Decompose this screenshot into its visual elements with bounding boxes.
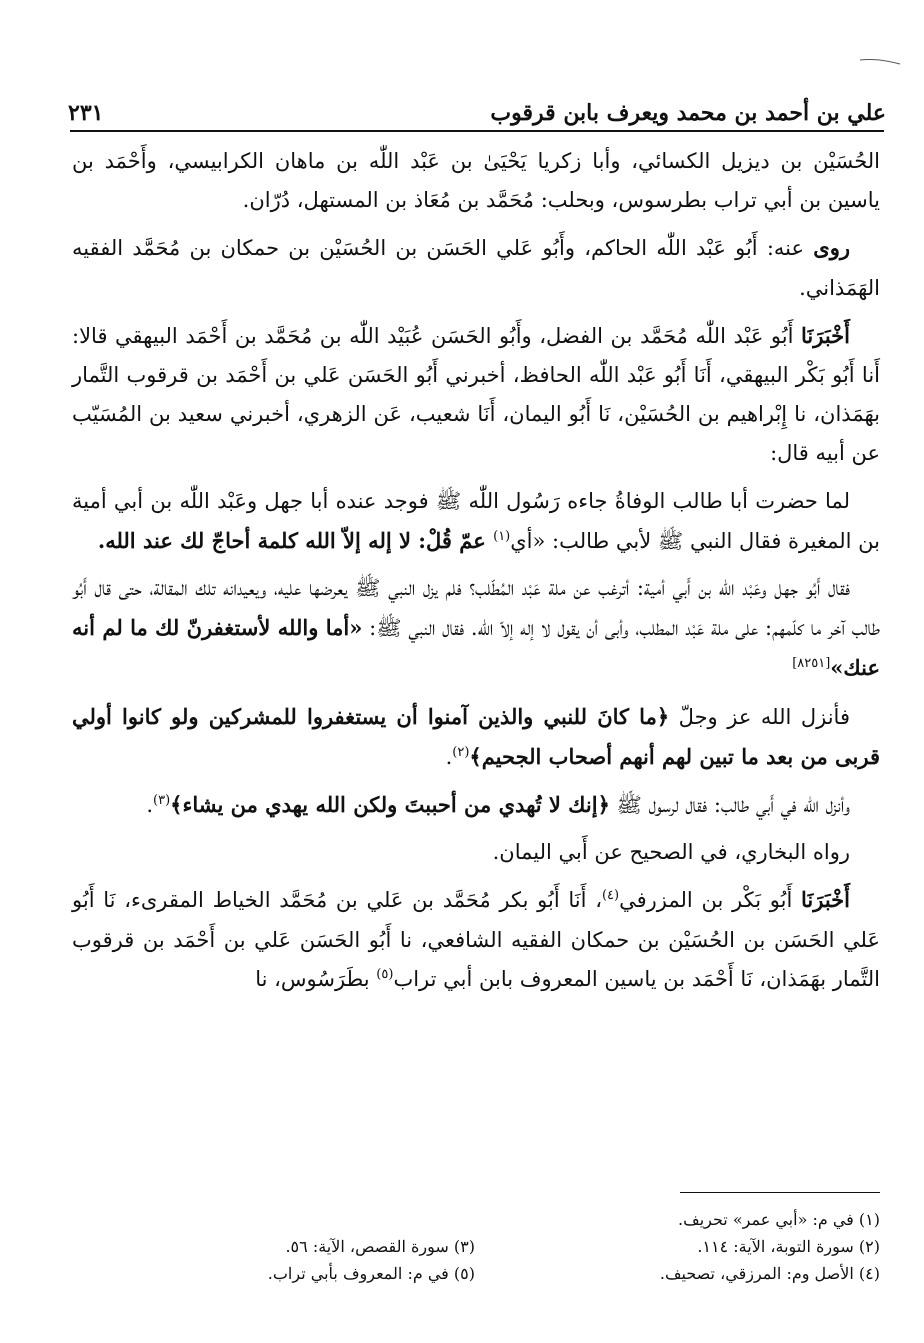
text-run: بطَرَسُوس، نا [255,966,377,991]
footnote-row [70,1260,880,1287]
running-title: علي بن أحمد بن محمد ويعرف بابن قرقوب [490,100,886,126]
text-run: فأنزل الله عز وجلّ [669,704,850,729]
page-header [68,86,886,126]
paragraph [72,142,880,220]
scan-artifact-mark [858,56,902,66]
bold-text: «أما والله لأستغفرنّ لك ما لم أنه عنك» [72,615,880,681]
text-run: وأنزل الله في أَبي طالب: فقال لرسول ﷺ [609,793,850,818]
paragraph [72,228,880,307]
header-rule [70,130,884,132]
body-text [72,142,880,1007]
page-number: ٢٣١ [68,100,104,126]
paragraph [72,482,880,561]
footnote-rule [680,1192,880,1193]
text-run: أَبُو بَكْر بن المزرفي [619,888,802,913]
footnote-1: (١) في م: «أبي عمر» تحريف. [678,1210,880,1229]
bold-text: ﴿إنك لا تُهدي من أحببتَ ولكن الله يهدي من يشاء﴾ [170,792,610,818]
text-run: أَبُو عَبْد اللّٰه مُحَمَّد بن الفضل، وأَبُو الحَسَن عُبَيْد اللّٰه بن مُحَمَّد بن أَحْمَد البيهقي قالا: أَنا أَبُو بَكْر البيهقي، أَنَا أَبُو عَبْد اللّٰه الحافظ، أخبرني أَبُو الحَسَن عَلي بن أَحْمَد بن قرقوب التَّمار بهَمَذان، نا إِبْراهيم بن الحُسَيْن، نَا أَبُو اليمان، أَنَا شعيب، عَن الزهري، أخبرني سعيد بن المُسَيّب عن أبيه قال: [72,323,880,466]
paragraph-lead: أَخْبَرَنَا [801,322,850,348]
paragraph [72,569,880,689]
footnote-5: (٥) في م: المعروف بأبي تراب. [267,1264,475,1283]
footnote-row [70,1206,880,1233]
paragraph [72,697,880,777]
footnote-ref: (٤) [601,888,620,904]
text-run: لما حضرت أبا طالب الوفاةُ جاءه رَسُول اللّٰه ﷺ فوجد عنده أبا جهل وعَبْد اللّٰه بن أبي أمية بن المغيرة فقال النبي ﷺ لأبي طالب: «أي [72,488,880,553]
bold-text: أَخْبَرَنَا [801,887,850,913]
paragraph [72,316,880,474]
paragraph [72,833,880,872]
text-run: فقال أَبُو جهل وعَبْد اللّٰه بن أَبي أمية: أترغب عن ملة عَبْد المُطّلب؟ فلم يزل النبي ﷺ يعرضها عليه، ويعيدانه تلك المقالة، حتى قال أَبُو طالب آخر ما كلّمهم: على ملة عَبْد المطلب، وأبى أن يقول لا إله إلاّ الله. فقال النبي ﷺ: [72,576,880,641]
text-run: الحُسَيْن بن ديزيل الكسائي، وأبا زكريا يَحْيَىٰ بن عَبْد اللّٰه بن ماهان الكرابيسي، وأَحْمَد بن ياسين بن أبي تراب بطرسوس، وبحلب: مُحَمَّد بن مُعَاذ بن المستهل، دُرّان. [72,149,880,213]
bold-text: ﴿ما كانَ للنبي والذين آمنوا أن يستغفروا للمشركين ولو كانوا أولي قربى من بعد ما تبين لهم أنهم أصحاب الجحيم﴾ [72,703,880,769]
footnotes [70,1206,880,1287]
footnote-ref: (١) [493,528,511,544]
footnote-4: (٤) الأصل وم: المرزقي، تصحيف. [659,1264,880,1283]
paragraph [72,785,880,825]
footnote-3: (٣) سورة القصص، الآية: ٥٦. [285,1237,475,1256]
footnote-ref: (٥) [376,966,394,982]
text-run: . [445,744,453,769]
paragraph-lead: روى [813,235,850,261]
footnote-2: (٢) سورة التوبة، الآية: ١١٤. [697,1237,880,1256]
footnote-ref: (٣) [153,793,171,809]
bold-text: عمّ قُلْ: لا إله إلاّ الله كلمة أحاجّ لك عند الله. [97,527,494,553]
text-run: عنه: أَبُو عَبْد اللّٰه الحاكم، وأَبُو عَلي الحَسَن بن الحُسَيْن بن حمكان بن مُحَمَّد الفقيه الهَمَذاني. [72,236,880,300]
paragraph [72,880,880,999]
footnote-ref: [٨٢٥١] [792,656,831,672]
text-run: . [146,793,153,818]
text-run: ، أَنَا أَبُو بكر مُحَمَّد بن عَلي بن مُحَمَّد الخياط المقرىء، نَا أَبُو عَلي الحَسَن بن الحُسَيْن بن حمكان الفقيه الشافعي، نا أَبُو الحَسَن عَلي بن أَحْمَد بن قرقوب التَّمار بهَمَذان، نَا أَحْمَد بن ياسين المعروف بابن أبي تراب [72,888,880,991]
footnote-row [70,1233,880,1260]
footnote-ref: (٢) [452,744,470,760]
text-run: رواه البخاري، في الصحيح عن أَبي اليمان. [492,840,850,865]
